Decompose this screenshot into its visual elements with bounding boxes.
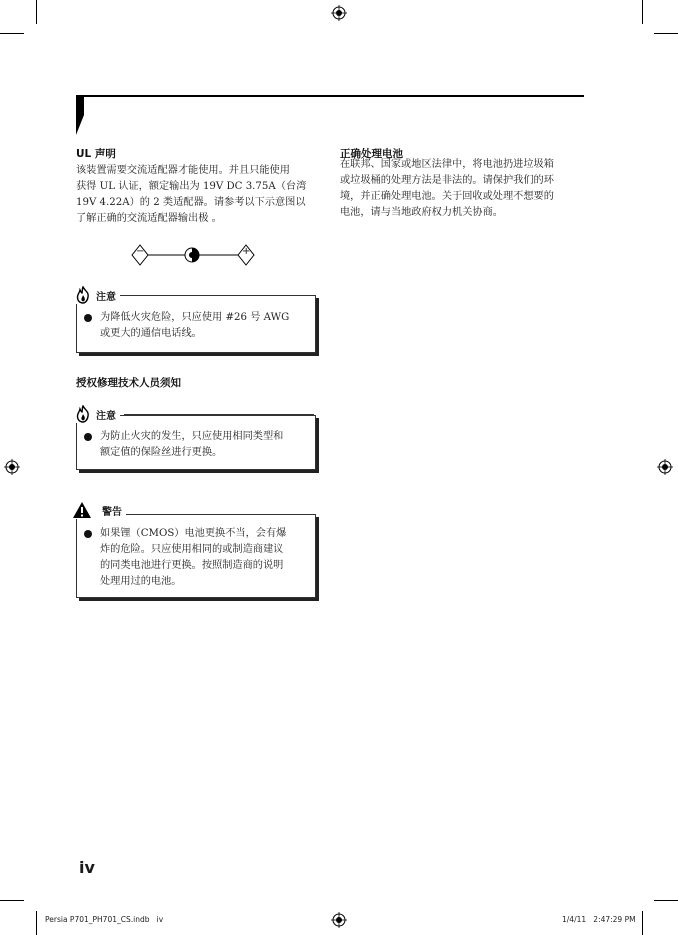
polarity-minus: −	[136, 246, 145, 257]
registration-mark-icon	[331, 912, 347, 928]
registration-mark-icon	[331, 5, 347, 21]
crop-mark	[0, 900, 24, 901]
caution-item: 为防止火灾的发生，只应使用相同类型和 额定值的保险丝进行更换。	[84, 429, 283, 461]
header-tab	[74, 95, 86, 137]
crop-mark	[36, 911, 37, 935]
page-number: iv	[79, 858, 95, 877]
caution-title-rule	[124, 414, 314, 415]
crop-mark	[642, 0, 643, 24]
caution-item: 为降低火灾危险，只应使用 #26 号 AWG 或更大的通信电话线。	[84, 310, 289, 342]
crop-mark	[36, 0, 37, 24]
warning-title: 警告	[72, 501, 126, 519]
ul-paragraph: 该装置需要交流适配器才能使用。并且只能使用 获得 UL 认证，额定输出为 19V DC 3.75A（台湾 19V 4.22A）的 2 类适配器。请参考以下示意图以 了解正确的交流适配器输出极 。	[76, 165, 307, 224]
caution-title-rule	[124, 295, 314, 296]
crop-mark	[642, 911, 643, 935]
ul-heading: UL 声明	[76, 148, 116, 160]
registration-mark-icon	[657, 459, 673, 475]
caution-title: 注意	[74, 405, 120, 423]
crop-mark	[0, 33, 24, 34]
registration-mark-icon	[4, 459, 20, 475]
footer-timestamp: 1/4/11 2:47:29 PM	[562, 915, 636, 924]
caution-title: 注意	[74, 286, 120, 304]
warning-title-rule	[132, 514, 314, 515]
flame-icon	[74, 286, 92, 304]
bullet	[84, 314, 92, 322]
warning-triangle-icon	[72, 501, 92, 519]
battery-heading: 正确处理电池	[340, 148, 403, 160]
polarity-diagram	[128, 240, 258, 270]
warning-item: 如果锂（CMOS）电池更换不当，会有爆 炸的危险。只应使用相同的或制造商建议 的同类电池进行更换。按照制造商的说明 处理用过的电池。	[84, 526, 286, 590]
polarity-plus: +	[242, 246, 251, 257]
crop-mark	[654, 33, 678, 34]
technician-heading: 授权修理技术人员须知	[76, 377, 181, 389]
flame-icon	[74, 405, 92, 423]
header-rule	[76, 95, 584, 97]
battery-paragraph: 在联邦、国家或地区法律中，将电池扔进垃圾箱 或垃圾桶的处理方法是非法的。请保护我们的环 境，并正确处理电池。关于回收或处理不想要的 电池，请与当地政府权力机关协商。	[340, 159, 554, 218]
bullet	[84, 530, 92, 538]
crop-mark	[654, 900, 678, 901]
bullet	[84, 433, 92, 441]
footer-file-name: Persia P701_PH701_CS.indb iv	[45, 915, 164, 924]
